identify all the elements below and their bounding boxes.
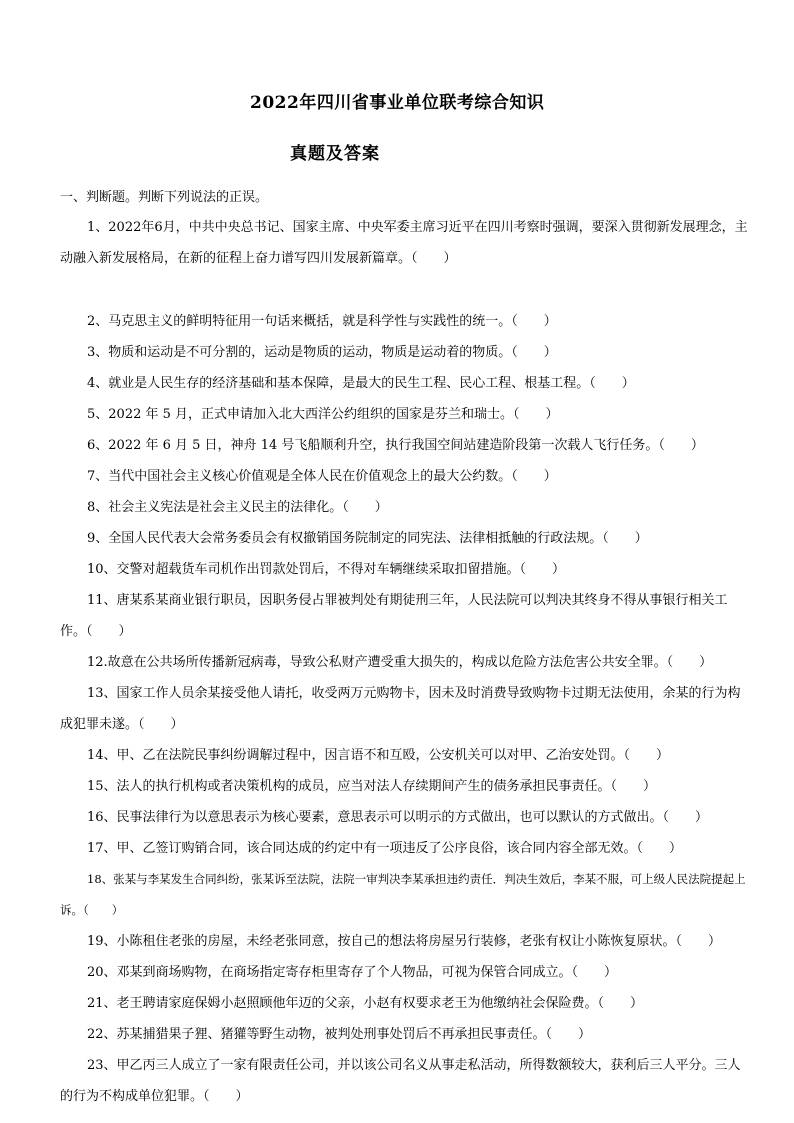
- question-7: 7、当代中国社会主义核心价值观是全体人民在价值观念上的最大公约数。（ ）: [87, 469, 557, 484]
- question-14: 14、甲、乙在法院民事纠纷调解过程中，因言语不和互殴，公安机关可以对甲、乙治安处罚。（ ）: [87, 748, 670, 763]
- section-heading: 一、判断题。判断下列说法的正误。: [60, 190, 269, 205]
- question-5: 5、2022 年 5 月，正式申请加入北大西洋公约组织的国家是芬兰和瑞士。（ ）: [87, 407, 559, 422]
- question-16: 16、民事法律行为以意思表示为核心要素，意思表示可以明示的方式做出，也可以默认的方式做出。（ ）: [87, 810, 709, 825]
- question-17: 17、甲、乙签订购销合同，该合同达成的约定中有一项违反了公序良俗，该合同内容全部无效。（ ）: [87, 841, 683, 856]
- question-15: 15、法人的执行机构或者决策机构的成员，应当对法人存续期间产生的债务承担民事责任。（ ）: [87, 779, 657, 794]
- question-8: 8、社会主义宪法是社会主义民主的法律化。（ ）: [87, 500, 388, 515]
- question-20: 20、邓某到商场购物，在商场指定寄存柜里寄存了个人物品，可视为保管合同成立。（ ）: [87, 965, 618, 980]
- question-19: 19、小陈租住老张的房屋，未经老张同意，按自己的想法将房屋另行装修，老张有权让小陈恢复原状。（ ）: [87, 934, 722, 949]
- question-18: 18、张某与李某发生合同纠纷，张某诉至法院，法院一审判决李某承担违约责任．判决生效后，李某不服，可上级人民法院提起上诉。（ ）: [60, 872, 746, 917]
- question-9: 9、全国人民代表大会常务委员会有权撤销国务院制定的同宪法、法律相抵触的行政法规。（ ）: [87, 531, 648, 546]
- question-6: 6、2022 年 6 月 5 日，神舟 14 号飞船顺利升空，执行我国空间站建造阶段第一次载人飞行任务。（ ）: [87, 438, 704, 453]
- question-12: 12.故意在公共场所传播新冠病毒，导致公私财产遭受重大损失的，构成以危险方法危害公共安全罪。（ ）: [87, 655, 713, 670]
- question-3: 3、物质和运动是不可分割的，运动是物质的运动，物质是运动着的物质。（ ）: [87, 345, 557, 360]
- question-10: 10、交警对超载货车司机作出罚款处罚后，不得对车辆继续采取扣留措施。（ ）: [87, 562, 566, 577]
- question-22: 22、苏某捕猎果子狸、猪獾等野生动物，被判处刑事处罚后不再承担民事责任。（ ）: [87, 1027, 592, 1042]
- document-title-line2: 真题及答案: [290, 144, 380, 164]
- document-title-line1: 2022年四川省事业单位联考综合知识: [250, 93, 545, 113]
- question-11: 11、唐某系某商业银行职员，因职务侵占罪被判处有期徒刑三年，人民法院可以判决其终身不得从事银行相关工作。（ ）: [60, 593, 728, 639]
- question-2: 2、马克思主义的鲜明特征用一句话来概括，就是科学性与实践性的统一。（ ）: [87, 314, 557, 329]
- question-21: 21、老王聘请家庭保姆小赵照顾他年迈的父亲，小赵有权要求老王为他缴纳社会保险费。（ ）: [87, 996, 644, 1011]
- question-13: 13、国家工作人员余某接受他人请托，收受两万元购物卡，因未及时消费导致购物卡过期无法使用，余某的行为构成犯罪未遂。（ ）: [60, 686, 741, 732]
- question-4: 4、就业是人民生存的经济基础和基本保障，是最大的民生工程、民心工程、根基工程。（ ）: [87, 376, 635, 391]
- question-23: 23、甲乙丙三人成立了一家有限责任公司，并以该公司名义从事走私活动，所得数额较大，获利后三人平分。三人的行为不构成单位犯罪。（ ）: [60, 1058, 741, 1104]
- question-1: 1、2022年6月，中共中央总书记、国家主席、中央军委主席习近平在四川考察时强调，要深入贯彻新发展理念，主动融入新发展格局，在新的征程上奋力谱写四川发展新篇章。（ ）: [60, 220, 748, 266]
